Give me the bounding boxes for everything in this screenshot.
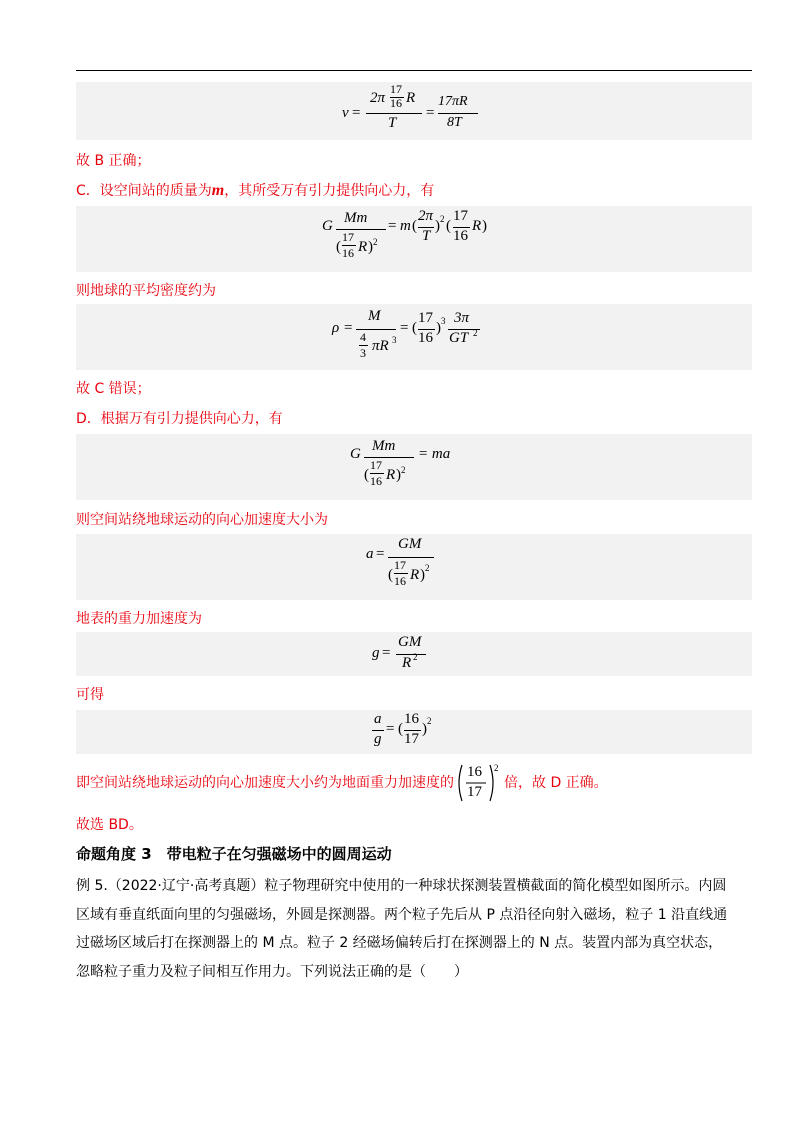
- example-line: 过磁场区域后打在探测器上的 M 点。粒子 2 经磁场偏转后打在探测器上的 N 点。装置内部为真空状态，: [76, 935, 723, 951]
- ratio-formula: a g = ( 16 17 ) 2: [374, 711, 432, 747]
- formula-box-density: [76, 304, 752, 370]
- inline-ratio-formula: 16 17 2: [456, 763, 502, 803]
- conclusion-text: 即空间站绕地球运动的向心加速度大小约为地面重力加速度的 16 17 2 倍，故 D 正确。: [76, 762, 608, 804]
- example-5-paragraph: [76, 872, 752, 986]
- surface-g-formula: g = GM R 2: [372, 632, 452, 676]
- example-line: 忽略粒子重力及粒子间相互作用力。下列说法正确的是（ ）: [76, 963, 468, 980]
- d-intro-text: D．根据万有引力提供向心力，有: [76, 411, 283, 427]
- c-intro-text: C．设空间站的质量为m，其所受万有引力提供向心力，有: [76, 182, 435, 199]
- d-gravity-formula: G Mm ( 17 16 R ) 2 = ma: [350, 438, 451, 488]
- formula-box-accel: [76, 534, 752, 600]
- density-formula: ρ = M 4 3 πR 3 = ( 17 16 ) 3 3π GT 2: [332, 304, 492, 370]
- b-correct-text: 故 B 正确；: [76, 153, 151, 169]
- c-density-intro: 则地球的平均密度约为: [76, 283, 216, 299]
- formula-box-gravity: [76, 206, 752, 272]
- surface-g-intro: 地表的重力加速度为: [76, 611, 202, 627]
- formula-box-d-gravity: [76, 434, 752, 500]
- example-line: 区域有垂直纸面向里的匀强磁场，外圆是探测器。两个粒子先后从 P 点沿径向射入磁场，粒子 1 沿直线通: [76, 906, 728, 923]
- example-line: 例 5.（2022·辽宁·高考真题）粒子物理研究中使用的一种球状探测装置横截面的简化模型如图所示。内圆: [76, 878, 727, 894]
- header-rule: [76, 70, 752, 71]
- c-wrong-text: 故 C 错误；: [76, 381, 151, 397]
- d-accel-intro: 则空间站绕地球运动的向心加速度大小为: [76, 512, 328, 528]
- gravity-formula: G Mm ( 17 16 R ) 2 = m ( 2π T ) 2 ( 17 16 R ): [322, 208, 487, 260]
- obtain-text: 可得: [76, 687, 104, 703]
- accel-formula: a = GM ( 17 16 R ) 2: [366, 534, 466, 600]
- answer-text: 故选 BD。: [76, 817, 143, 833]
- velocity-formula: v = 17 2π 16 R T = 17πR 8T: [342, 82, 492, 140]
- formula-box-ratio: [76, 710, 752, 754]
- formula-box-g: [76, 632, 752, 676]
- section-heading: 命题角度 3 带电粒子在匀强磁场中的圆周运动: [76, 845, 392, 863]
- formula-box-velocity: [76, 82, 752, 140]
